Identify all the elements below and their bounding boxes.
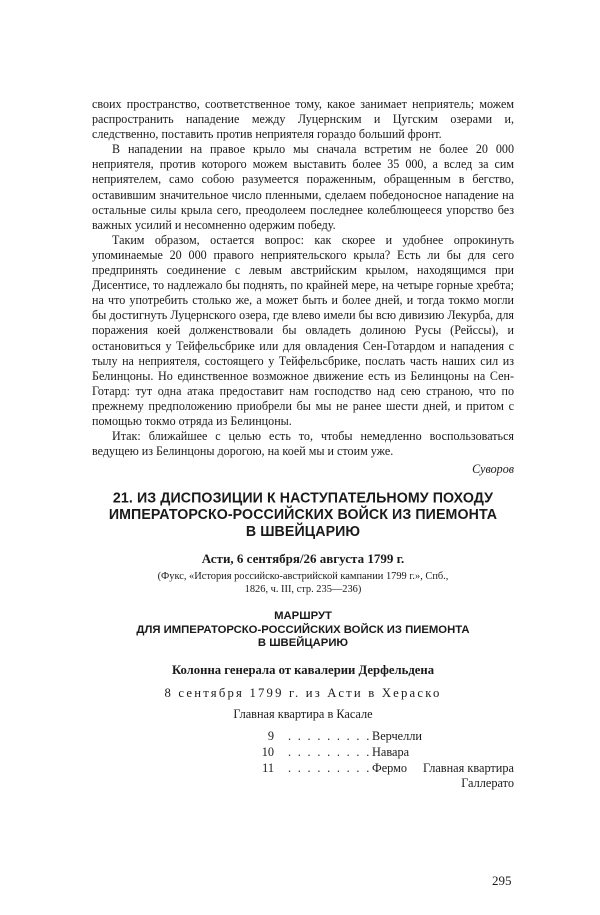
route-day: 11 <box>262 761 274 776</box>
route-row <box>92 729 514 744</box>
route-title-line: МАРШРУТ <box>274 610 332 623</box>
route-place: Фермо <box>372 761 408 776</box>
route-row <box>92 745 514 760</box>
route-place: Навара <box>372 745 410 760</box>
document-title-line: В ШВЕЙЦАРИЮ <box>245 523 361 541</box>
source-line: 1826, ч. III, стр. 235—236) <box>244 583 362 595</box>
leader-dots: ......... <box>288 761 376 776</box>
route-table <box>92 729 514 795</box>
route-note: Главная квартира Галлерато <box>423 761 514 791</box>
document-source <box>92 571 514 596</box>
document-title-line: 21. ИЗ ДИСПОЗИЦИИ К НАСТУПАТЕЛЬНОМУ ПОХОДУ <box>112 490 494 507</box>
leader-dots: ......... <box>288 745 376 760</box>
leader-dots: ......... <box>288 729 376 744</box>
document-date-place: Асти, 6 сентября/26 августа 1799 г. <box>201 551 405 567</box>
paragraph-3: Таким образом, остается вопрос: как скорее и удобнее опрокинуть упоминаемые 20 000 правого неприятельского крыла? Есть ли бы для сего предпринять соединение с левым австрийским крылом, находящимся при Дисентисе, то надлежало бы поднять, по крайней мере, на четыре горные хребта; на что употребить столько же, а может быть и более дней, и тогда токмо могли бы достигнуть Луцернского озера, где влево имели бы всю дивизию Лекурба, для поражения коей долженствовали бы овладеть долиною Русы (Рейссы), и остановиться у Тейфельсбрике или для овладения Сен-Готардом и нападения с тылу на неприятеля, состоящего у Тейфельсбрике, послать часть наших сил из Белинцоны. Но единственное возможное движение есть из Белинцоны на Сен-Готард: тут одна атака предоставит нам господство над сею страною, что по прежнему предположению приобрели бы мы не ранее шести дней, и притом с помощью токмо отряда из Белинцоны. <box>92 232 514 428</box>
column-title: Колонна генерала от кавалерии Дерфельдена <box>171 662 435 677</box>
signature: Суворов <box>472 462 514 477</box>
page-number: 295 <box>492 873 512 888</box>
route-row <box>92 761 514 791</box>
paragraph-1: своих пространство, соответственное тому, какое занимает неприятель; можем распространить нападение между Луцернским и Цугским озерами и, следственно, поставить против неприятеля гораздо больший фронт. <box>92 97 514 142</box>
paragraph-4: Итак: ближайшее с целью есть то, чтобы немедленно воспользоваться ведущею из Белинцоны дорогою, на коей мы и стоим уже. <box>92 429 514 459</box>
route-title <box>92 610 514 651</box>
page-content <box>92 97 514 795</box>
route-title-line: ДЛЯ ИМПЕРАТОРСКО-РОССИЙСКИХ ВОЙСК ИЗ ПИЕМОНТА <box>136 623 470 636</box>
route-start-line: 8 сентября 1799 г. из Асти в Хераско <box>164 686 442 701</box>
route-day: 10 <box>261 745 274 760</box>
route-day: 9 <box>267 729 274 744</box>
paragraph-2: В нападении на правое крыло мы сначала встретим не более 20 000 неприятеля, против которого можем выставить более 35 000, а вслед за сим неприятелем, само собою разумеется пораженным, обращенным в бегство, оставившим значительное число пленными, сделаем победоносное нападение на остальные силы крыла сего, преодолеем последнее колеблющееся упорство без важных усилий и несомненно одержим победу. <box>92 142 514 232</box>
source-line: (Фукс, «История российско-австрийской кампании 1799 г.», Спб., <box>157 571 449 583</box>
route-place: Верчелли <box>372 729 422 744</box>
route-title-line: В ШВЕЙЦАРИЮ <box>257 637 349 650</box>
document-title <box>92 490 514 540</box>
headquarters-line: Главная квартира в Касале <box>233 707 373 722</box>
document-title-line: ИМПЕРАТОРСКО-РОССИЙСКИХ ВОЙСК ИЗ ПИЕМОНТА <box>108 506 498 524</box>
